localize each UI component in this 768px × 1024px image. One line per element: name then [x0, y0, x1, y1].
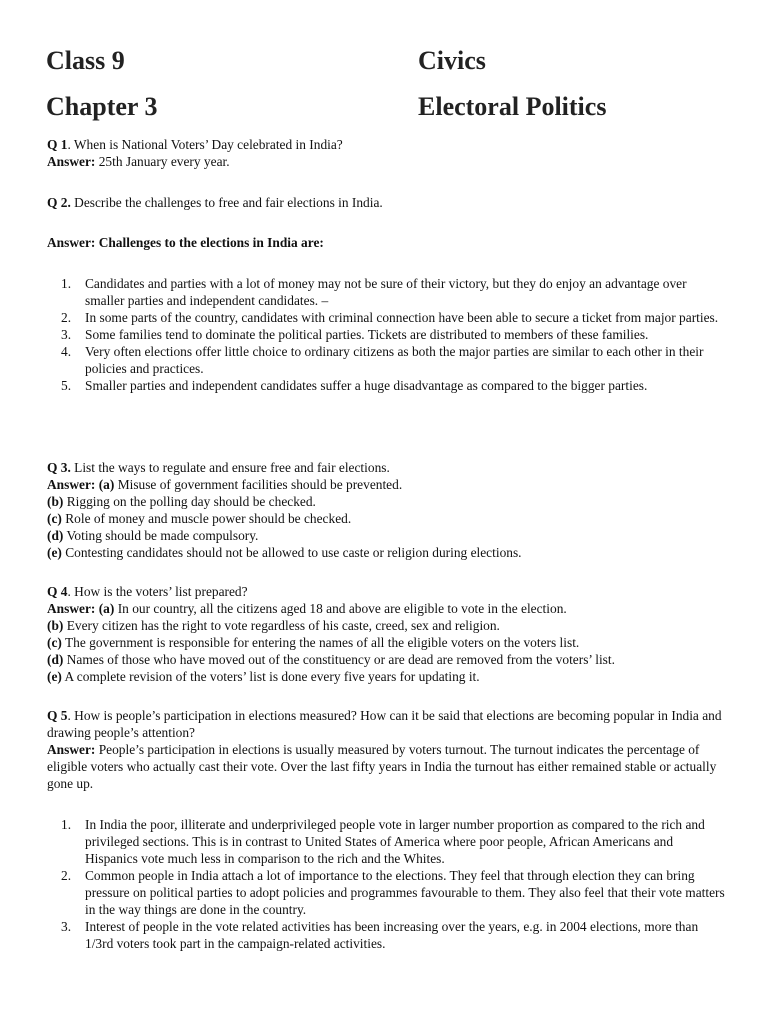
list-number: 2. — [61, 310, 72, 325]
q1-label: Q 1 — [47, 137, 68, 152]
point-text: Every citizen has the right to vote regardless of his caste, creed, sex and religion. — [63, 618, 500, 633]
q5-answer-label: Answer: — [47, 742, 96, 757]
q2-challenges-list — [47, 275, 727, 394]
q5-question: . How is people’s participation in elections measured? How can it be said that elections are becoming popular in India and drawing people’s attention? — [47, 708, 722, 740]
question-1 — [47, 136, 727, 170]
q3-label: Q 3. — [47, 460, 71, 475]
q5-label: Q 5 — [47, 708, 68, 723]
question-3 — [47, 459, 727, 561]
point-tag: (e) — [47, 669, 62, 684]
list-text: Some families tend to dominate the political parties. Tickets are distributed to members of these families. — [85, 327, 649, 342]
point-tag: (b) — [47, 618, 64, 633]
list-text: Common people in India attach a lot of importance to the elections. They feel that through election they can bring pressure on political parties to adopt policies and programmes favourable to them. They also feel that their vote matters in the way things are done in the country. — [85, 868, 725, 917]
question-4 — [47, 583, 727, 685]
point-tag: (c) — [47, 511, 62, 526]
point-tag: (b) — [47, 494, 64, 509]
q3-answer-label: Answer: — [47, 477, 96, 492]
point-text: In our country, all the citizens aged 18 and above are eligible to vote in the election. — [114, 601, 567, 616]
q1-question: . When is National Voters’ Day celebrated in India? — [67, 137, 343, 152]
point-text: Voting should be made compulsory. — [63, 528, 259, 543]
list-item — [47, 918, 727, 952]
chapter-label: Chapter 3 — [46, 92, 158, 121]
point-tag: (d) — [47, 652, 64, 667]
chapter-title: Electoral Politics — [418, 92, 607, 121]
q4-label: Q 4 — [47, 584, 68, 599]
q2-question: Describe the challenges to free and fair elections in India. — [70, 195, 383, 210]
list-text: In some parts of the country, candidates with criminal connection have been able to secure a ticket from major parties. — [85, 310, 719, 325]
list-text: Very often elections offer little choice to ordinary citizens as both the major parties are similar to each other in their policies and practices. — [85, 344, 704, 376]
subject-title: Civics — [418, 46, 486, 75]
list-text: In India the poor, illiterate and underprivileged people vote in larger number proportion as compared to the rich and privileged sections. This is in contrast to United States of America where poor people, African Americans and Hispanics vote much less in comparison to the rich and the Whites. — [85, 817, 705, 866]
q5-reasons-list — [47, 816, 727, 952]
point-text: Misuse of government facilities should be prevented. — [114, 477, 403, 492]
list-item — [47, 867, 727, 918]
q2-answer-heading-block — [47, 234, 727, 251]
point-text: The government is responsible for entering the names of all the eligible voters on the voters list. — [61, 635, 580, 650]
question-2 — [47, 194, 727, 211]
point-text: Rigging on the polling day should be checked. — [63, 494, 316, 509]
list-number: 5. — [61, 378, 72, 393]
class-label: Class 9 — [46, 46, 125, 75]
point-tag: (e) — [47, 545, 62, 560]
list-item — [47, 343, 727, 377]
point-tag: (a) — [98, 601, 115, 616]
point-tag: (d) — [47, 528, 64, 543]
list-text: Smaller parties and independent candidates suffer a huge disadvantage as compared to the bigger parties. — [85, 378, 648, 393]
list-number: 2. — [61, 868, 72, 883]
list-number: 1. — [61, 817, 72, 832]
list-item — [47, 377, 727, 394]
q4-question: . How is the voters’ list prepared? — [67, 584, 248, 599]
list-number: 3. — [61, 919, 72, 934]
point-tag: (c) — [47, 635, 62, 650]
q5-answer: People’s participation in elections is usually measured by voters turnout. The turnout indicates the percentage of eligible voters who actually cast their vote. Over the last fifty years in India the turnout has either remained stable or actually gone up. — [47, 742, 717, 791]
point-text: A complete revision of the voters’ list is done every five years for updating it. — [61, 669, 480, 684]
q4-answer-label: Answer: — [47, 601, 96, 616]
point-text: Names of those who have moved out of the constituency or are dead are removed from the voters’ list. — [63, 652, 615, 667]
point-text: Contesting candidates should not be allowed to use caste or religion during elections. — [61, 545, 522, 560]
list-text: Candidates and parties with a lot of money may not be sure of their victory, but they do enjoy an advantage over smaller parties and independent candidates. – — [85, 276, 687, 308]
list-item — [47, 816, 727, 867]
point-text: Role of money and muscle power should be checked. — [61, 511, 352, 526]
q1-answer-label: Answer: — [47, 154, 96, 169]
list-number: 1. — [61, 276, 72, 291]
q1-answer: 25th January every year. — [95, 154, 230, 169]
q2-label: Q 2. — [47, 195, 71, 210]
list-item — [47, 326, 727, 343]
list-text: Interest of people in the vote related activities has been increasing over the years, e.g. in 2004 elections, more than 1/3rd voters took part in the campaign-related activities. — [85, 919, 699, 951]
list-item — [47, 309, 727, 326]
question-5 — [47, 707, 727, 792]
list-number: 3. — [61, 327, 72, 342]
q2-answer-heading: Answer: Challenges to the elections in India are: — [47, 235, 324, 250]
point-tag: (a) — [98, 477, 115, 492]
list-item — [47, 275, 727, 309]
q3-question: List the ways to regulate and ensure free and fair elections. — [70, 460, 390, 475]
list-number: 4. — [61, 344, 72, 359]
